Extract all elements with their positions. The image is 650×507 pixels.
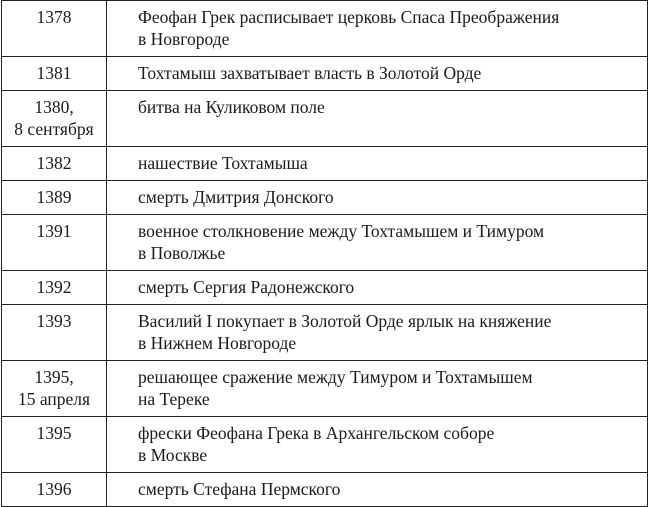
event-text: смерть Дмитрия Донского (138, 187, 334, 207)
year-text: 1378 (36, 7, 72, 27)
table-row (2, 147, 648, 181)
event-cell (107, 417, 648, 473)
event-text: в Нижнем Новгороде (138, 333, 297, 353)
year-text: 1381 (36, 63, 72, 83)
year-cell (2, 361, 107, 417)
year-text: 1380, (34, 97, 74, 117)
year-cell (2, 271, 107, 305)
chronology-table (1, 0, 648, 507)
event-text: решающее сражение между Тимуром и Тохтамышем (138, 367, 533, 387)
event-text: нашествие Тохтамыша (138, 153, 308, 173)
year-text: 1393 (36, 311, 72, 331)
table-row (2, 215, 648, 271)
event-text: битва на Куликовом поле (138, 97, 325, 117)
year-cell (2, 1, 107, 57)
event-cell (107, 473, 648, 507)
year-cell (2, 417, 107, 473)
year-text: 1389 (36, 187, 72, 207)
year-cell (2, 91, 107, 147)
year-cell (2, 181, 107, 215)
table-row (2, 1, 648, 57)
year-cell (2, 57, 107, 91)
event-text: в Москве (138, 445, 208, 465)
event-text: на Тереке (138, 389, 210, 409)
event-text: в Поволжье (138, 243, 226, 263)
event-cell (107, 271, 648, 305)
event-text: смерть Стефана Пермского (138, 479, 341, 499)
event-text: в Новгороде (138, 29, 230, 49)
event-text: фрески Феофана Грека в Архангельском соборе (138, 423, 495, 443)
year-cell (2, 473, 107, 507)
year-date-text: 15 апреля (17, 389, 91, 409)
year-date-text: 8 сентября (14, 119, 94, 139)
year-text: 1395, (34, 367, 74, 387)
year-cell (2, 215, 107, 271)
year-text: 1382 (36, 153, 72, 173)
table-row (2, 91, 648, 147)
table-row (2, 473, 648, 507)
table-row (2, 361, 648, 417)
event-cell (107, 147, 648, 181)
year-cell (2, 147, 107, 181)
event-text: военное столкновение между Тохтамышем и Тимуром (138, 221, 545, 241)
event-text: Тохтамыш захватывает власть в Золотой Орде (138, 63, 482, 83)
table-row (2, 305, 648, 361)
event-cell (107, 1, 648, 57)
year-text: 1391 (36, 221, 72, 241)
table-row (2, 271, 648, 305)
year-text: 1396 (36, 479, 72, 499)
event-text: Василий I покупает в Золотой Орде ярлык на княжение (138, 311, 552, 331)
year-cell (2, 305, 107, 361)
table-row (2, 57, 648, 91)
table-row (2, 181, 648, 215)
table-row (2, 417, 648, 473)
event-text: Феофан Грек расписывает церковь Спаса Преображения (138, 7, 560, 27)
event-cell (107, 361, 648, 417)
event-cell (107, 305, 648, 361)
event-text: смерть Сергия Радонежского (138, 277, 355, 297)
event-cell (107, 57, 648, 91)
event-cell (107, 91, 648, 147)
year-text: 1392 (36, 277, 72, 297)
event-cell (107, 215, 648, 271)
event-cell (107, 181, 648, 215)
year-text: 1395 (36, 423, 72, 443)
